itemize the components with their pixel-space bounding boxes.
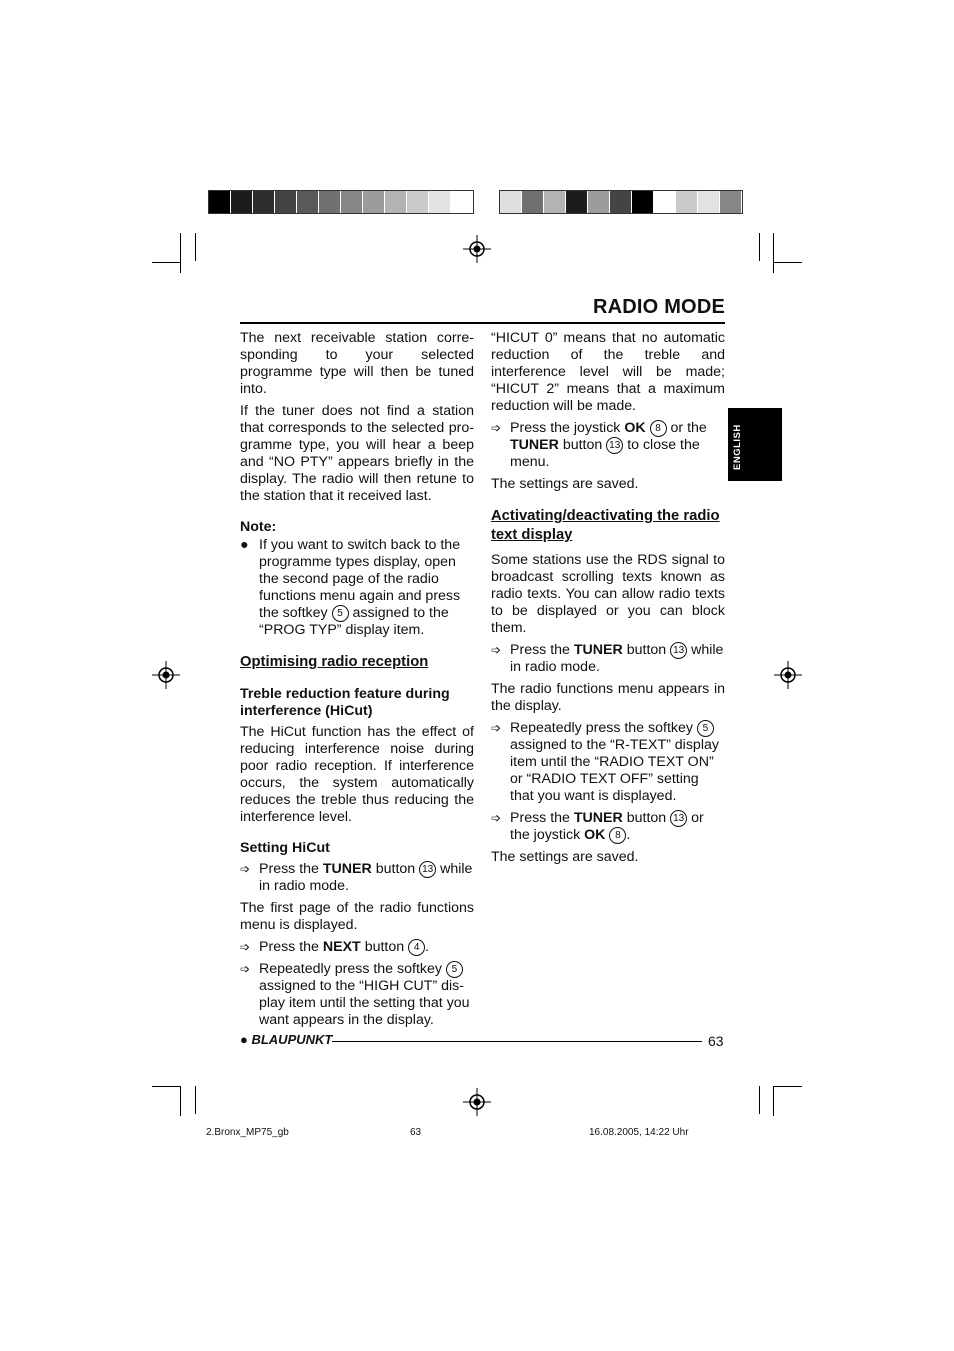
arrow-icon: ➩ — [240, 862, 251, 876]
left-column — [240, 330, 474, 1034]
color-swatch — [253, 191, 275, 213]
instruction-step: ➩ Press the TUNER button 13 while in radio mode. — [491, 642, 724, 675]
subheading: Treble reduction feature during interference (HiCut) — [240, 686, 450, 719]
section-heading: Activating/deactivating the radio text display — [491, 508, 720, 543]
paragraph: If the tuner does not find a station that corresponds to the selected programme type, you will hear a beep and “NO PTY” appears briefly in the display. The radio will then retune to the station that it received last. — [240, 403, 474, 504]
page-number: 63 — [708, 1033, 724, 1049]
print-slug-page: 63 — [410, 1127, 422, 1138]
button-number: 8 — [609, 827, 626, 844]
title-rule — [240, 322, 725, 324]
arrow-icon: ➩ — [491, 811, 502, 825]
color-swatch — [385, 191, 407, 213]
instruction-step: ➩ Press the TUNER button 13 while in radio mode. — [240, 861, 473, 894]
softkey-number: 5 — [332, 605, 349, 622]
color-swatch — [610, 191, 632, 213]
color-swatch — [231, 191, 253, 213]
color-swatch — [632, 191, 654, 213]
paragraph: Some stations use the RDS signal to broadcast scrolling texts known as radio texts. You can allow radio texts to be displayed or you can block them. — [491, 552, 725, 636]
color-swatch — [522, 191, 544, 213]
paragraph: The settings are saved. — [491, 476, 639, 492]
paragraph: The first page of the radio functions menu is displayed. — [240, 900, 474, 933]
page-title: RADIO MODE — [593, 296, 725, 318]
color-swatch — [588, 191, 610, 213]
color-swatch — [363, 191, 385, 213]
registration-mark-top — [463, 235, 491, 263]
instruction-step: ➩ Repeatedly press the softkey 5 assigned to the “R-TEXT” display item until the “RADIO TEXT ON” or “RADIO TEXT OFF” setting that you want is displayed. — [491, 720, 719, 804]
note-label: Note: — [240, 519, 277, 535]
softkey-number: 5 — [446, 961, 463, 978]
subheading: Setting HiCut — [240, 840, 330, 856]
color-swatch — [341, 191, 363, 213]
color-swatch — [698, 191, 720, 213]
paragraph: The next receivable station corresponding to your selected programme type will then be tuned into. — [240, 330, 474, 397]
button-number: 8 — [650, 420, 667, 437]
paragraph: “HICUT 0” means that no automatic reduction of the treble and interference level will be made; “HICUT 2” means that a maximum reduction will be made. — [491, 330, 725, 414]
brand-logo: ● BLAUPUNKT — [240, 1032, 333, 1047]
instruction-step: ➩ Press the NEXT button 4 . — [240, 939, 430, 955]
color-swatch — [209, 191, 231, 213]
color-swatch — [275, 191, 297, 213]
button-number: 13 — [670, 642, 687, 659]
color-swatch — [297, 191, 319, 213]
print-slug-file: 2.Bronx_MP75_gb — [206, 1127, 289, 1138]
button-number: 4 — [408, 939, 425, 956]
color-swatch — [544, 191, 566, 213]
softkey-number: 5 — [697, 720, 714, 737]
arrow-icon: ➩ — [240, 962, 251, 976]
instruction-step: ➩ Repeatedly press the softkey 5 assigned to the “HIGH CUT” display item until the setting that you want appears in the display. — [240, 961, 470, 1028]
section-heading: Optimising radio reception — [240, 654, 429, 670]
arrow-icon: ➩ — [491, 421, 502, 435]
arrow-icon: ➩ — [491, 721, 502, 735]
paragraph: The settings are saved. — [491, 849, 639, 865]
instruction-step: ➩ Press the TUNER button 13 or the joystick OK 8 . — [491, 810, 704, 843]
footer-rule — [332, 1041, 702, 1042]
language-tab-label: ENGLISH — [732, 424, 743, 470]
bullet-icon: ● — [240, 537, 249, 553]
button-number: 13 — [606, 437, 623, 454]
arrow-icon: ➩ — [491, 643, 502, 657]
registration-mark-left — [152, 661, 180, 689]
registration-mark-right — [774, 661, 802, 689]
color-swatch — [676, 191, 698, 213]
right-column — [491, 330, 725, 871]
paragraph: The radio functions menu appears in the display. — [491, 681, 725, 714]
language-tab — [728, 408, 782, 481]
instruction-step: ➩ Press the joystick OK 8 or the TUNER button 13 to close the menu. — [491, 420, 707, 470]
color-swatch — [407, 191, 429, 213]
color-swatch — [500, 191, 522, 213]
button-number: 13 — [670, 810, 687, 827]
color-swatch — [451, 191, 473, 213]
registration-mark-bottom — [463, 1088, 491, 1116]
button-number: 13 — [419, 861, 436, 878]
arrow-icon: ➩ — [240, 940, 251, 954]
color-swatch — [429, 191, 451, 213]
print-slug-date: 16.08.2005, 14:22 Uhr — [589, 1127, 689, 1138]
paragraph: The HiCut function has the effect of reducing interference noise during poor radio reception. If interference occurs, the system automatically reduces the treble thus reducing the interference level. — [240, 724, 474, 825]
color-bar-left — [208, 190, 474, 214]
note-bullet: ● If you want to switch back to the programme types display, open the second page of the radio functions menu again and press the softkey 5 assigned to the “PROG TYP” display item. — [240, 537, 461, 638]
color-swatch — [654, 191, 676, 213]
color-bar-right — [499, 190, 743, 214]
color-swatch — [720, 191, 742, 213]
color-swatch — [566, 191, 588, 213]
color-swatch — [319, 191, 341, 213]
